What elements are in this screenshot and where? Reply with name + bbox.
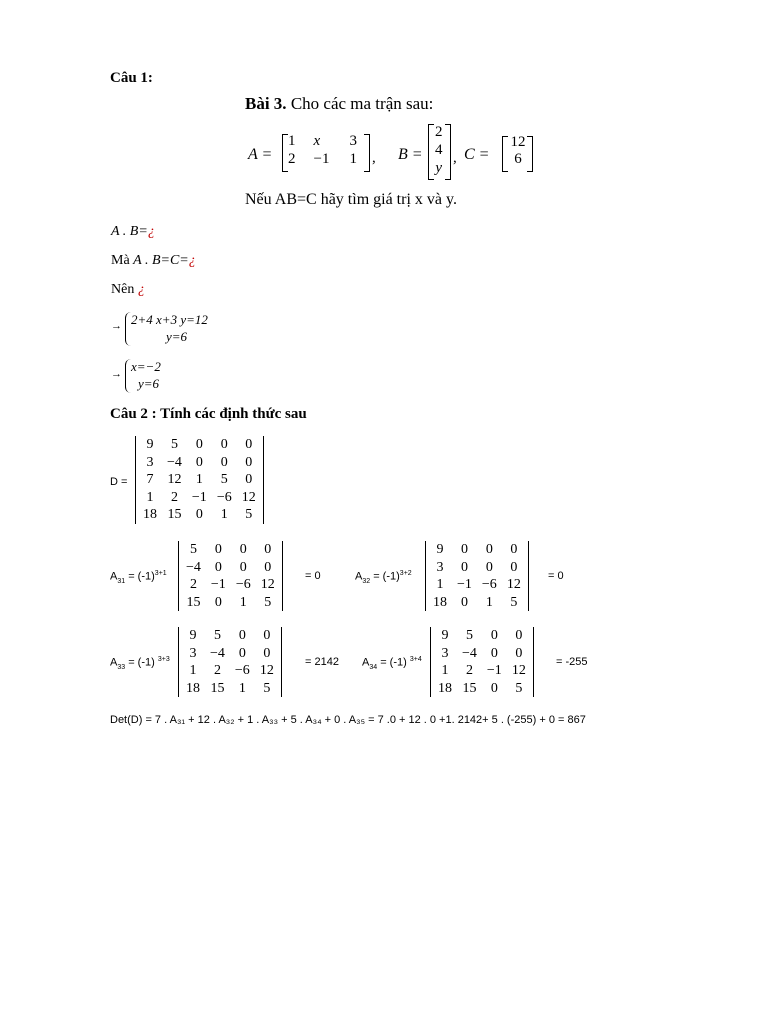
determinant-a32-cell: 0 bbox=[510, 542, 518, 557]
sys1-eq1: 2+4 x+3 y=12 bbox=[131, 312, 208, 327]
a32-result: = 0 bbox=[548, 570, 564, 582]
determinant-a33-cell: 0 bbox=[238, 645, 246, 661]
matrix-a-cell: 1 bbox=[349, 151, 357, 167]
determinant-a33-cell: 2 bbox=[213, 663, 221, 678]
determinant-a34-cell: 2 bbox=[465, 663, 473, 678]
arrow-1: → bbox=[111, 320, 122, 332]
determinant-a34-cell: −4 bbox=[462, 645, 477, 661]
matrix-b-cell: y bbox=[435, 160, 443, 176]
determinant-d-cell: 9 bbox=[146, 437, 154, 452]
determinant-d-cell: 0 bbox=[245, 472, 253, 487]
a33-label: $A_{33} = (-1)$ $^{3+3}$ bbox=[110, 656, 170, 671]
line-ma-red: ¿ bbox=[188, 253, 196, 268]
determinant-d-cell: 12 bbox=[241, 489, 256, 505]
determinant-d-cell: 1 bbox=[146, 489, 154, 505]
matrix-a-label: A = bbox=[248, 146, 273, 163]
determinant-a31 bbox=[178, 541, 283, 611]
determinant-a31-cell: 0 bbox=[214, 542, 222, 557]
determinant-a33-cell: 9 bbox=[189, 628, 197, 643]
a34-result: = -255 bbox=[556, 656, 588, 668]
determinant-a33-cell: 15 bbox=[210, 680, 225, 696]
determinant-a32-cell: −1 bbox=[457, 577, 472, 592]
determinant-a32-cell: 3 bbox=[436, 559, 444, 575]
determinant-a34-cell: 15 bbox=[462, 680, 477, 696]
determinant-a31-cell: 2 bbox=[189, 577, 197, 592]
det-d-formula: Det(D) = 7 . A₃₁ + 12 . A₃₂ + 1 . A₃₃ + 5 . A₃₄ + 0 . A₃₅ = 7 .0 + 12 . 0 +1. 2142+ 5 . (-255) + 0 = 867 bbox=[110, 714, 586, 726]
determinant-a34-cell: 5 bbox=[465, 628, 473, 643]
determinant-a32-cell: 0 bbox=[460, 542, 468, 557]
determinant-a32-cell: 1 bbox=[485, 594, 493, 610]
determinant-d-cell: 0 bbox=[245, 437, 253, 452]
cau2-title: Câu 2 : Tính các định thức sau bbox=[110, 406, 307, 422]
matrix-b-label: B = bbox=[398, 146, 423, 163]
cau1-title: Câu 1: bbox=[110, 70, 153, 86]
determinant-a31-cell: 0 bbox=[214, 559, 222, 575]
determinant-a31-cell: −4 bbox=[186, 559, 201, 575]
matrix-b-cell: 2 bbox=[435, 124, 443, 140]
determinant-a33-cell: −6 bbox=[234, 663, 250, 678]
determinant-d-cell: 1 bbox=[195, 472, 203, 487]
determinant-a31-cell: 0 bbox=[214, 594, 222, 610]
matrix-a-cell: 2 bbox=[288, 151, 296, 167]
determinant-a33-cell: 18 bbox=[186, 680, 200, 696]
a31-result: = 0 bbox=[305, 570, 321, 582]
determinant-a34-cell: 0 bbox=[490, 680, 498, 696]
sys1-eq2: y=6 bbox=[166, 329, 188, 344]
determinant-a31-cell: 15 bbox=[186, 594, 201, 610]
a32-label: $A_{32} = (-1)^{3+2}$ bbox=[355, 570, 412, 585]
d-label: D = bbox=[110, 476, 128, 488]
determinant-a32-cell: 12 bbox=[506, 577, 521, 592]
determinant-d-cell: −1 bbox=[191, 489, 207, 505]
determinant-a31-cell: 0 bbox=[239, 559, 247, 575]
a31-label: $A_{31} = (-1)^{3+1}$ bbox=[110, 570, 167, 585]
determinant-d bbox=[135, 436, 264, 524]
determinant-a31-cell: 0 bbox=[264, 559, 272, 575]
determinant-d-cell: 0 bbox=[245, 454, 253, 470]
line-ma bbox=[111, 253, 196, 269]
determinant-a33-cell: 1 bbox=[238, 680, 246, 696]
determinant-a32-cell: 0 bbox=[460, 559, 468, 575]
bai3-heading bbox=[245, 94, 433, 114]
matrix-a bbox=[288, 132, 357, 168]
determinant-d-cell: 2 bbox=[170, 489, 178, 505]
determinant-a33-cell: 3 bbox=[189, 645, 197, 661]
line-ab bbox=[111, 224, 155, 240]
determinant-a32-cell: 0 bbox=[485, 542, 493, 557]
determinant-d-cell: 5 bbox=[245, 507, 253, 522]
determinant-d-cell: 0 bbox=[220, 454, 228, 470]
matrix-c-label: C = bbox=[464, 146, 490, 163]
determinant-a33 bbox=[178, 627, 282, 697]
line-nen-red: ¿ bbox=[137, 282, 145, 297]
determinant-d-cell: −4 bbox=[167, 454, 182, 470]
determinant-a32 bbox=[425, 541, 529, 611]
determinant-a32-cell: 9 bbox=[436, 542, 444, 557]
determinant-a33-cell: 5 bbox=[263, 680, 271, 696]
determinant-a31-cell: −1 bbox=[210, 577, 226, 592]
determinant-d-cell: 1 bbox=[220, 507, 228, 522]
bai3-text: Cho các ma trận sau: bbox=[290, 94, 434, 113]
line-ab-red: ¿ bbox=[147, 224, 155, 239]
determinant-a31-cell: 0 bbox=[239, 542, 247, 557]
determinant-d-cell: 0 bbox=[195, 437, 203, 452]
determinant-a33-cell: 5 bbox=[213, 628, 221, 643]
arrow-2: → bbox=[111, 368, 122, 380]
a34-label: $A_{34} = (-1)$ $^{3+4}$ bbox=[362, 656, 422, 671]
determinant-d-cell: 5 bbox=[170, 437, 178, 452]
line-ma-text: A . B=C= bbox=[133, 253, 189, 268]
determinant-d-cell: 5 bbox=[220, 472, 228, 487]
determinant-d-cell: 12 bbox=[167, 472, 182, 487]
determinant-a33-cell: −4 bbox=[210, 645, 225, 661]
determinant-a34-cell: 5 bbox=[515, 680, 523, 696]
matrix-c bbox=[508, 134, 528, 168]
sys2-eq1: x=−2 bbox=[131, 359, 161, 374]
bai3-problem-image: Bài 3. Cho các ma trận sau: A = 1 x 3 2 −1 1 , B = 2 4 y , C = 12 6 Nếu AB=C hãy tìm giá trị x và y. bbox=[240, 94, 540, 216]
determinant-a32-cell: −6 bbox=[481, 577, 497, 592]
determinant-a34-cell: 18 bbox=[438, 680, 452, 696]
determinant-a33-cell: 0 bbox=[263, 628, 271, 643]
determinant-d-cell: 0 bbox=[195, 507, 203, 522]
bai3-title: Bài 3. bbox=[245, 94, 287, 113]
matrix-b bbox=[435, 123, 443, 177]
determinant-d-cell: 0 bbox=[220, 437, 228, 452]
matrix-b-cell: 4 bbox=[435, 142, 443, 158]
determinant-a31-cell: −6 bbox=[235, 577, 251, 592]
matrix-a-cell: 1 bbox=[288, 133, 296, 149]
determinant-a32-cell: 18 bbox=[433, 594, 447, 610]
determinant-d-cell: 7 bbox=[146, 472, 154, 487]
a33-result: = 2142 bbox=[305, 656, 339, 668]
line-ma-prefix: Mà bbox=[111, 253, 134, 268]
determinant-a33-cell: 0 bbox=[263, 645, 271, 661]
determinant-a33-cell: 1 bbox=[189, 663, 197, 678]
determinant-a32-cell: 0 bbox=[485, 559, 493, 575]
determinant-a31-cell: 0 bbox=[264, 542, 272, 557]
determinant-a32-cell: 0 bbox=[460, 594, 468, 610]
determinant-a33-cell: 0 bbox=[238, 628, 246, 643]
matrix-c-cell: 12 bbox=[510, 134, 526, 150]
sys2-eq2: y=6 bbox=[138, 376, 160, 391]
determinant-a34-cell: 9 bbox=[441, 628, 449, 643]
determinant-d-cell: 15 bbox=[167, 507, 182, 522]
matrix-a-cell: −1 bbox=[313, 151, 330, 167]
determinant-d-cell: 3 bbox=[146, 454, 154, 470]
line-nen bbox=[111, 282, 145, 298]
determinant-a34-cell: 12 bbox=[511, 663, 526, 678]
determinant-a31-cell: 1 bbox=[239, 594, 247, 610]
matrix-a-cell: 3 bbox=[349, 133, 357, 149]
determinant-a32-cell: 1 bbox=[436, 577, 444, 592]
determinant-a32-cell: 5 bbox=[510, 594, 518, 610]
bai3-question: Nếu AB=C hãy tìm giá trị x và y. bbox=[245, 191, 457, 208]
determinant-d-cell: 18 bbox=[143, 507, 157, 522]
determinant-a34-cell: 0 bbox=[490, 645, 498, 661]
determinant-a34-cell: 0 bbox=[515, 628, 523, 643]
determinant-a34 bbox=[430, 627, 534, 697]
determinant-a34-cell: 3 bbox=[441, 645, 449, 661]
determinant-a34-cell: 0 bbox=[490, 628, 498, 643]
determinant-d-cell: 0 bbox=[195, 454, 203, 470]
determinant-a34-cell: −1 bbox=[486, 663, 502, 678]
determinant-a31-cell: 12 bbox=[260, 577, 275, 592]
determinant-a33-cell: 12 bbox=[259, 663, 274, 678]
determinant-a32-cell: 0 bbox=[510, 559, 518, 575]
matrix-c-cell: 6 bbox=[514, 151, 522, 167]
determinant-a34-cell: 0 bbox=[515, 645, 523, 661]
line-ab-text: A . B= bbox=[111, 224, 148, 239]
line-nen-text: Nên bbox=[111, 282, 138, 297]
determinant-a31-cell: 5 bbox=[264, 594, 272, 610]
determinant-a34-cell: 1 bbox=[441, 663, 449, 678]
determinant-a31-cell: 5 bbox=[189, 542, 197, 557]
matrix-a-cell: x bbox=[313, 133, 321, 149]
determinant-d-cell: −6 bbox=[216, 489, 232, 505]
